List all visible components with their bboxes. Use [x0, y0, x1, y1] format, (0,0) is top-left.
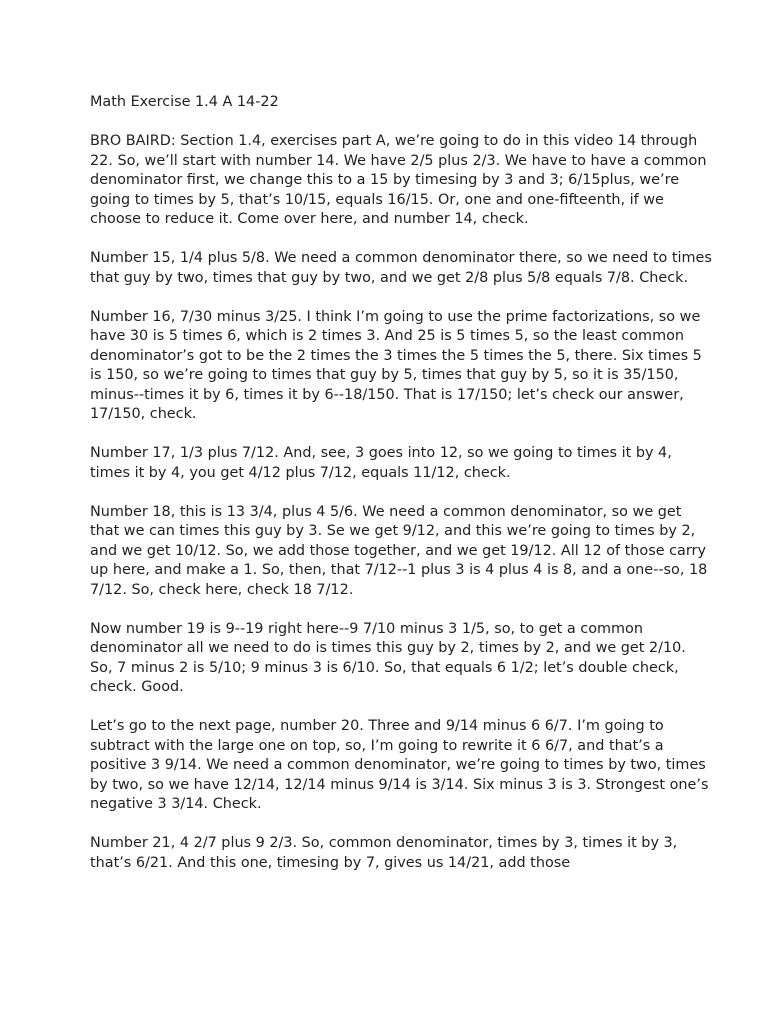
paragraph-17: Number 17, 1/3 plus 7/12. And, see, 3 goes into 12, so we going to times it by 4, times it by 4, you get 4/12 plus 7/12, equals 11/12, check. [90, 445, 672, 481]
paragraph-15: Number 15, 1/4 plus 5/8. We need a common denominator there, so we need to times that guy by two, times that guy by two, and we get 2/8 plus 5/8 equals 7/8. Check. [90, 250, 712, 286]
document-title: Math Exercise 1.4 A 14-22 [90, 94, 279, 110]
paragraph-intro-14: BRO BAIRD: Section 1.4, exercises part A, we’re going to do in this video 14 through 22. So, we’ll start with number 14. We have 2/5 plus 2/3. We have to have a common denominator first, we change this to a 15 by timesing by 3 and 3; 6/15plus, we’re going to times by 5, that’s 10/15, equals 16/15. Or, one and one-fifteenth, if we choose to reduce it. Come over here, and number 14, check. [90, 133, 707, 227]
paragraph-19: Now number 19 is 9--19 right here--9 7/10 minus 3 1/5, so, to get a common denominator all we need to do is times this guy by 2, times by 2, and we get 2/10. So, 7 minus 2 is 5/10; 9 minus 3 is 6/10. So, that equals 6 1/2; let’s double check, check. Good. [90, 620, 686, 695]
paragraph-21: Number 21, 4 2/7 plus 9 2/3. So, common denominator, times by 3, times it by 3, that’s 6/21. And this one, timesing by 7, gives us 14/21, add those [90, 835, 678, 871]
paragraph-18: Number 18, this is 13 3/4, plus 4 5/6. We need a common denominator, so we get that we can times this guy by 3. Se we get 9/12, and this we’re going to times by 2, and we get 10/12. So, we add those together, and we get 19/12. All 12 of those carry up here, and make a 1. So, then, that 7/12--1 plus 3 is 4 plus 4 is 8, and a one--so, 18 7/12. So, check here, check 18 7/12. [90, 503, 708, 598]
paragraph-16: Number 16, 7/30 minus 3/25. I think I’m going to use the prime factorizations, so we have 30 is 5 times 6, which is 2 times 3. And 25 is 5 times 5, so the least common denominator’s got to be the 2 times the 3 times the 5 times the 5, there. Six times 5 is 150, so we’re going to times that guy by 5, times that guy by 5, so it is 35/150, minus--times it by 6, times it by 6--18/150. That is 17/150; let’s check our answer, 17/150, check. [90, 308, 702, 422]
paragraph-20: Let’s go to the next page, number 20. Three and 9/14 minus 6 6/7. I’m going to subtract with the large one on top, so, I’m going to rewrite it 6 6/7, and that’s a positive 3 9/14. We need a common denominator, we’re going to times by two, times by two, so we have 12/14, 12/14 minus 9/14 is 3/14. Six minus 3 is 3. Strongest one’s negative 3 3/14. Check. [90, 718, 709, 812]
